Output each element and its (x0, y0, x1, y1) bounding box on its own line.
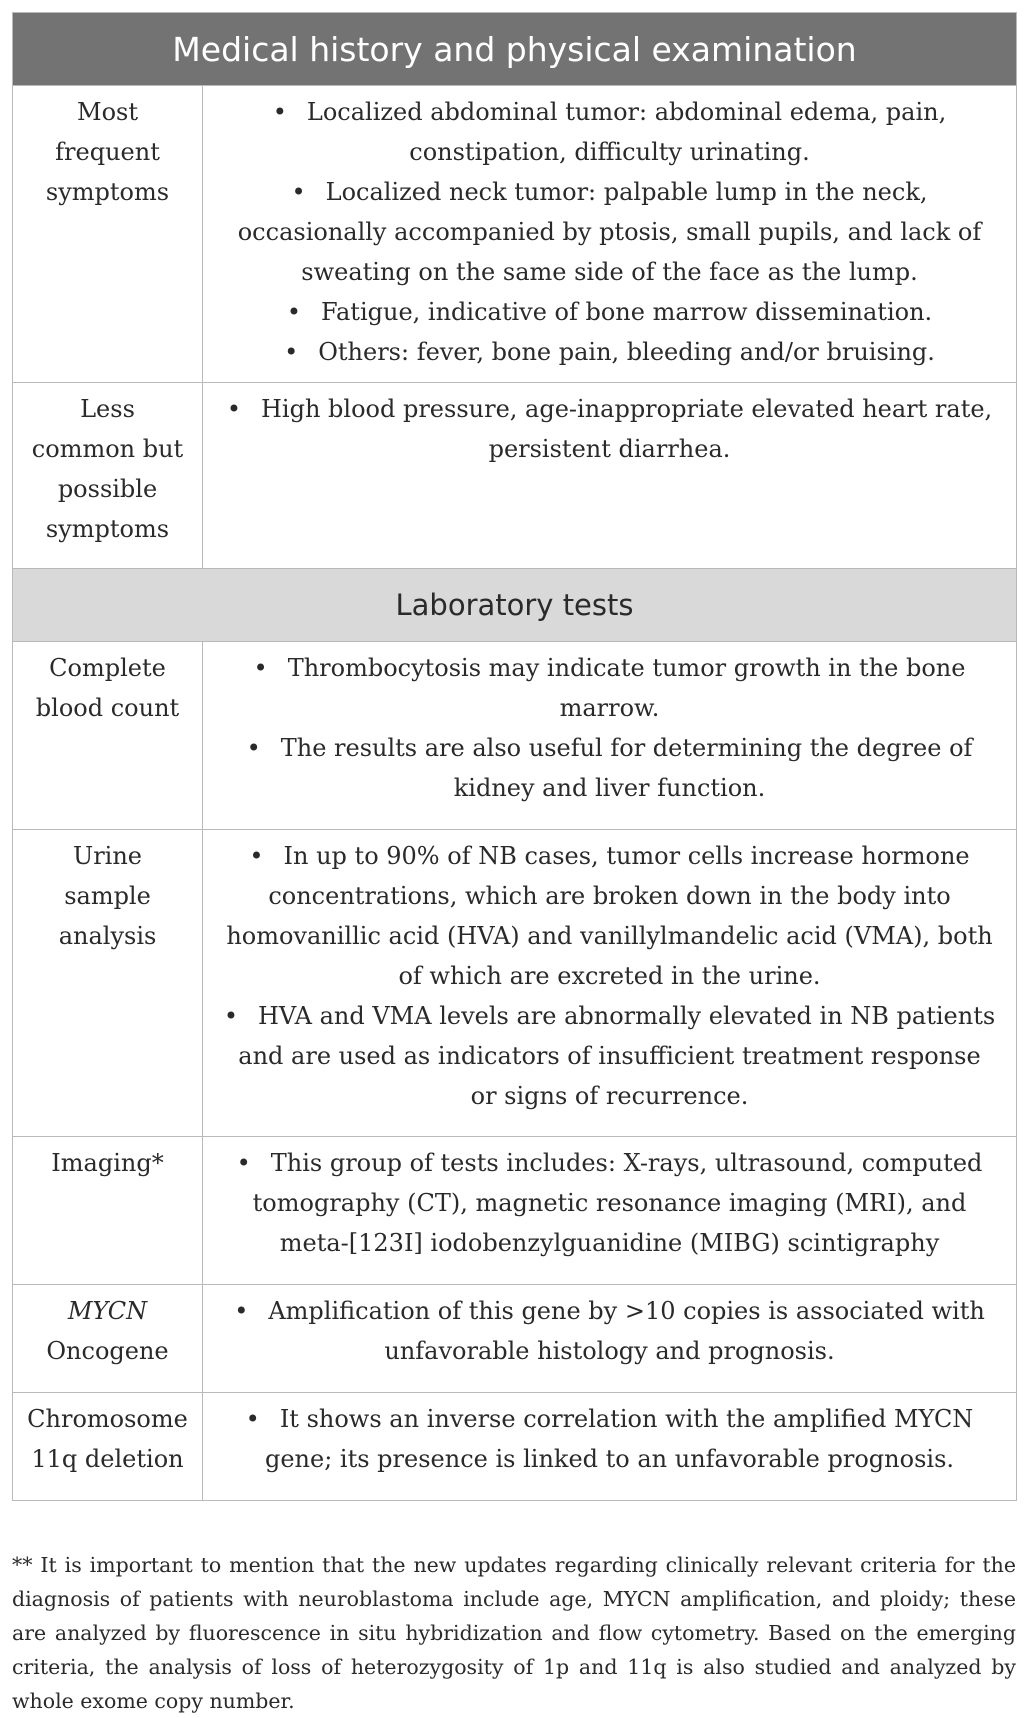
row-label: Imaging* (13, 1137, 203, 1285)
list-item: • Localized abdominal tumor: abdominal edema, pain, constipation, difficulty urinating. (223, 92, 996, 172)
section-header-row (13, 13, 1017, 86)
diagnosis-table (12, 12, 1017, 1501)
list-item: • The results are also useful for determining the degree of kidney and liver function. (223, 728, 996, 808)
table-row (13, 830, 1017, 1137)
gene-label-rest: Oncogene (46, 1337, 169, 1365)
row-label (13, 1285, 203, 1393)
list-item: • Others: fever, bone pain, bleeding and/or bruising. (223, 332, 996, 372)
bullet-list (223, 648, 996, 808)
section-title-laboratory-tests: Laboratory tests (13, 569, 1017, 642)
list-item: • This group of tests includes: X-rays, ultrasound, computed tomography (CT), magnetic resonance imaging (MRI), and meta-[123I] iodobenzylguanidine (MIBG) scintigraphy (223, 1143, 996, 1263)
gene-name: MYCN (67, 1297, 148, 1325)
list-item: • Fatigue, indicative of bone marrow dissemination. (223, 292, 996, 332)
list-item: • HVA and VMA levels are abnormally elevated in NB patients and are used as indicators of insufficient treatment response or signs of recurrence. (223, 996, 996, 1116)
list-item: • In up to 90% of NB cases, tumor cells increase hormone concentrations, which are broken down in the body into homovanillic acid (HVA) and vanillylmandelic acid (VMA), both of which are excreted in the urine. (223, 836, 996, 996)
row-label: Urine sample analysis (13, 830, 203, 1137)
list-item: • Amplification of this gene by >10 copies is associated with unfavorable histology and prognosis. (223, 1291, 996, 1371)
row-content (203, 86, 1017, 383)
row-content (203, 1285, 1017, 1393)
row-label: Most frequent symptoms (13, 86, 203, 383)
bullet-list (223, 1143, 996, 1263)
table-row (13, 1137, 1017, 1285)
table-row (13, 383, 1017, 569)
bullet-list (223, 389, 996, 469)
row-label: Chromosome 11q deletion (13, 1393, 203, 1501)
bullet-list (223, 836, 996, 1116)
table-row (13, 1393, 1017, 1501)
bullet-list (223, 1399, 996, 1479)
row-content (203, 642, 1017, 830)
table-row (13, 86, 1017, 383)
table-footnote: ** It is important to mention that the new updates regarding clinically relevant criteria for the diagnosis of patients with neuroblastoma include age, MYCN amplification, and ploidy; these are analyzed by fluorescence in situ hybridization and flow cytometry. Based on the emerging criteria, the analysis of loss of heterozygosity of 1p and 11q is also studied and analyzed by whole exome copy number. (12, 1553, 1016, 1713)
list-item: • High blood pressure, age-inappropriate elevated heart rate, persistent diarrhea. (223, 389, 996, 469)
row-content (203, 830, 1017, 1137)
row-content (203, 1393, 1017, 1501)
table-row (13, 642, 1017, 830)
section-header-row (13, 569, 1017, 642)
bullet-list (223, 92, 996, 372)
list-item: • Thrombocytosis may indicate tumor growth in the bone marrow. (223, 648, 996, 728)
row-label: Complete blood count (13, 642, 203, 830)
row-content (203, 1137, 1017, 1285)
table-row (13, 1285, 1017, 1393)
section-title-medical-history: Medical history and physical examination (13, 13, 1017, 86)
bullet-list (223, 1291, 996, 1371)
row-label: Less common but possible symptoms (13, 383, 203, 569)
row-content (203, 383, 1017, 569)
list-item: • It shows an inverse correlation with the amplified MYCN gene; its presence is linked to an unfavorable prognosis. (223, 1399, 996, 1479)
list-item: • Localized neck tumor: palpable lump in the neck, occasionally accompanied by ptosis, small pupils, and lack of sweating on the same side of the face as the lump. (223, 172, 996, 292)
